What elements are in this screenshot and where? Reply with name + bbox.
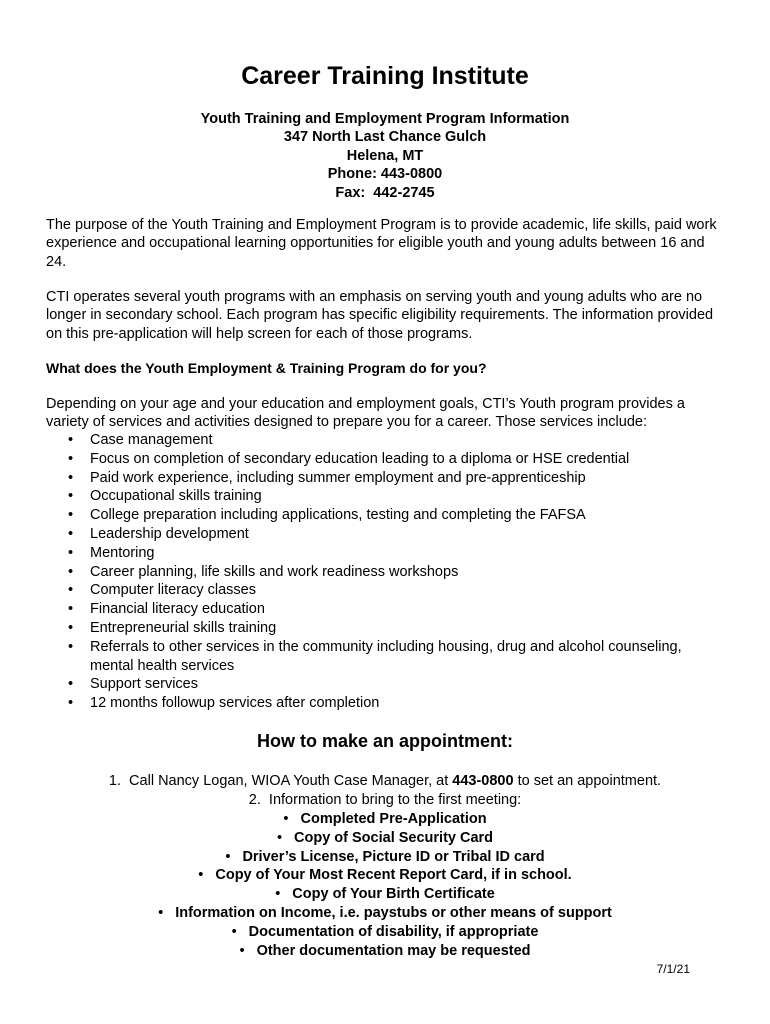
bullet-icon: • [68, 619, 74, 636]
service-item [46, 675, 726, 694]
bullet-icon: • [239, 942, 245, 959]
bring-item [0, 810, 770, 829]
service-item [46, 600, 726, 619]
bring-item-text: Copy of Your Most Recent Report Card, if in school. [215, 867, 572, 884]
bring-item-text: Documentation of disability, if appropriate [248, 923, 539, 940]
service-text: Financial literacy education [90, 601, 265, 618]
program-header [0, 110, 770, 202]
service-text: Focus on completion of secondary education leading to a diploma or HSE credential [90, 450, 630, 467]
bring-item [0, 866, 770, 885]
service-text: College preparation including applications, testing and completing the FAFSA [90, 507, 586, 524]
section-question: What does the Youth Employment & Training Program do for you? [46, 360, 487, 376]
service-item [46, 694, 726, 713]
bring-item [0, 904, 770, 923]
program-name: Youth Training and Employment Program Information [200, 111, 570, 127]
bullet-icon: • [68, 695, 74, 712]
service-item [46, 544, 726, 563]
service-item [46, 469, 726, 488]
phone: Phone: 443-0800 [327, 166, 443, 183]
appointment-heading: How to make an appointment: [256, 731, 514, 751]
step-1 [0, 772, 770, 791]
bullet-icon: • [231, 923, 237, 940]
service-text: Paid work experience, including summer employment and pre-apprenticeship [90, 469, 586, 486]
programs-paragraph: CTI operates several youth programs with an emphasis on serving youth and young adults who are no longer in secondary school. Each program has specific eligibility requirements. The information provided on this pre-application will help screen for each of those programs. [46, 289, 714, 342]
service-item [46, 506, 726, 525]
service-text: Occupational skills training [90, 488, 262, 505]
step-1-suffix: to set an appointment. [513, 773, 662, 789]
bring-item-text: Copy of Social Security Card [294, 829, 494, 846]
service-item [46, 487, 726, 506]
service-text: Case management [90, 432, 213, 448]
bullet-icon: • [68, 601, 74, 618]
service-item [46, 619, 726, 638]
step-1-prefix: 1. Call Nancy Logan, WIOA Youth Case Manager, at [108, 773, 453, 789]
bring-item [0, 942, 770, 961]
bring-item [0, 923, 770, 942]
page-title: Career Training Institute [241, 62, 529, 90]
services-intro: Depending on your age and your education and employment goals, CTI’s Youth program provides a variety of services and activities designed to prepare you for a career. Those services include: [46, 396, 685, 431]
bullet-icon: • [68, 544, 74, 561]
city: Helena, MT [346, 147, 424, 164]
service-item [46, 563, 726, 582]
service-item [46, 525, 726, 544]
bring-item-text: Driver’s License, Picture ID or Tribal ID card [242, 848, 545, 865]
service-item [46, 581, 726, 600]
service-item [46, 638, 726, 676]
bullet-icon: • [68, 507, 74, 524]
bring-item [0, 848, 770, 867]
service-item [46, 450, 726, 469]
bullet-icon: • [198, 867, 204, 884]
bullet-icon: • [68, 469, 74, 486]
bullet-icon: • [68, 582, 74, 599]
address: 347 North Last Chance Gulch [283, 129, 487, 146]
appointment-steps [0, 772, 770, 810]
bullet-icon: • [68, 525, 74, 542]
service-text: Career planning, life skills and work readiness workshops [90, 563, 459, 580]
bullet-icon: • [68, 450, 74, 467]
bullet-icon: • [283, 811, 289, 827]
bring-item-text: Copy of Your Birth Certificate [292, 886, 495, 903]
bring-item [0, 885, 770, 904]
bullet-icon: • [68, 676, 74, 693]
bring-item-text: Completed Pre-Application [300, 811, 487, 827]
service-text: Leadership development [90, 525, 249, 542]
fax: Fax: 442-2745 [335, 184, 435, 201]
bullet-icon: • [68, 563, 74, 580]
service-item [46, 431, 726, 450]
service-text: Computer literacy classes [90, 582, 256, 599]
service-text: Mentoring [90, 544, 155, 561]
purpose-paragraph: The purpose of the Youth Training and Employment Program is to provide academic, life skills, paid work experience and occupational learning opportunities for eligible youth and young adults between 16 and 24. [46, 217, 717, 270]
bullet-icon: • [275, 886, 281, 903]
bullet-icon: • [68, 638, 74, 655]
service-text: 12 months followup services after completion [90, 695, 380, 712]
bullet-icon: • [276, 829, 283, 846]
services-list [46, 431, 726, 713]
bring-item-text: Information on Income, i.e. paystubs or other means of support [175, 904, 612, 921]
service-text: Support services [90, 676, 198, 693]
bullet-icon: • [158, 904, 164, 921]
step-1-phone: 443-0800 [452, 773, 514, 789]
step-2: 2. Information to bring to the first meeting: [248, 791, 522, 808]
bullet-icon: • [225, 848, 231, 865]
revision-date: 7/1/21 [656, 962, 690, 976]
bring-item-text: Other documentation may be requested [256, 942, 531, 959]
service-text: Referrals to other services in the community including housing, drug and alcohol counseling, mental health services [90, 638, 682, 674]
bullet-icon: • [68, 432, 74, 448]
bullet-icon: • [68, 488, 74, 505]
bring-item [0, 829, 770, 848]
bring-list [0, 810, 770, 960]
service-text: Entrepreneurial skills training [90, 619, 277, 636]
